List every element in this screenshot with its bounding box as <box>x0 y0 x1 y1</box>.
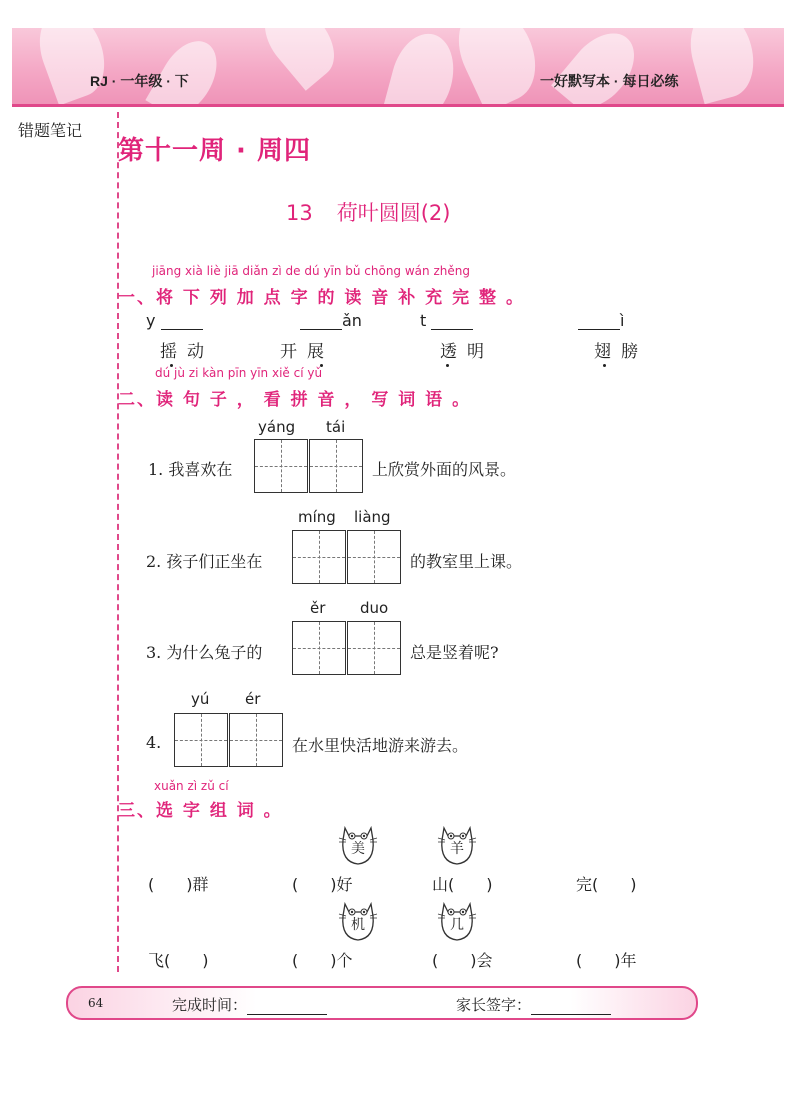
q1-item-4-word: 翅膀 <box>594 342 648 362</box>
s4-pinyin-1: yú <box>191 690 210 708</box>
q1-item-3-blank: t <box>420 311 473 330</box>
writing-grid[interactable] <box>347 530 401 584</box>
completion-time-label: 完成时间： <box>172 996 248 1014</box>
answer-blank[interactable] <box>431 313 473 330</box>
answer-blank[interactable] <box>300 313 342 330</box>
cat-character-icon <box>436 822 478 866</box>
section1-pinyin: jiāng xià liè jiā diǎn zì de dú yīn bǔ chōng wán zhěng <box>152 264 470 278</box>
writing-grid[interactable] <box>347 621 401 675</box>
fill-item[interactable]: ( )个 <box>292 951 353 970</box>
header-grade-label: RJ · 一年级 · 下 <box>90 73 189 89</box>
header-banner <box>12 28 784 104</box>
s3-suffix: 总是竖着呢? <box>410 643 499 662</box>
writing-grid[interactable] <box>292 621 346 675</box>
cat-char-mei: 美 <box>351 841 365 857</box>
emphasis-dot <box>603 364 606 367</box>
section2-title: 二、读 句 子 ， 看 拼 音 ， 写 词 语 。 <box>118 390 472 410</box>
answer-blank[interactable] <box>578 313 620 330</box>
answer-blank[interactable] <box>161 313 203 330</box>
q1-item-2-blank: ǎn <box>300 311 362 330</box>
fill-item[interactable]: ( )群 <box>148 875 209 894</box>
q1-item-2-word: 开展 <box>280 342 334 362</box>
header-divider <box>12 104 784 107</box>
s3-pinyin-1: ěr <box>310 599 326 617</box>
lesson-name: 荷叶圆圆(2) <box>336 201 451 225</box>
lesson-title <box>286 197 450 227</box>
s2-suffix: 的教室里上课。 <box>410 552 523 571</box>
writing-grid[interactable] <box>292 530 346 584</box>
section3-pinyin: xuǎn zì zǔ cí <box>154 779 229 793</box>
parent-signature-field[interactable] <box>456 994 611 1015</box>
cat-char-ji-few: 几 <box>450 917 464 933</box>
completion-time-field[interactable] <box>172 994 327 1015</box>
s1-pinyin-2: tái <box>326 418 346 436</box>
q1-item-1-blank: y <box>146 311 203 330</box>
fill-item[interactable]: 完( ) <box>576 875 637 894</box>
s4-suffix: 在水里快活地游来游去。 <box>292 736 469 755</box>
s3-prefix: 3. 为什么兔子的 <box>146 643 263 662</box>
section3-title: 三、选 字 组 词 。 <box>118 801 283 821</box>
lesson-number: 13 <box>286 201 313 225</box>
week-title: 第十一周 · 周四 <box>118 136 311 166</box>
cat-character-icon <box>337 822 379 866</box>
q1-item-4-blank: ì <box>578 311 624 330</box>
header-book-label: 一好默写本 · 每日必练 <box>540 73 679 89</box>
writing-grid[interactable] <box>309 439 363 493</box>
emphasis-dot <box>446 364 449 367</box>
mistake-notes-label: 错题笔记 <box>18 121 83 140</box>
s2-pinyin-1: míng <box>298 508 336 526</box>
s1-prefix: 1. 我喜欢在 <box>148 460 233 479</box>
parent-signature-label: 家长签字： <box>456 996 532 1014</box>
s2-prefix: 2. 孩子们正坐在 <box>146 552 263 571</box>
s1-pinyin-1: yáng <box>258 418 296 436</box>
cat-char-yang: 羊 <box>450 841 464 857</box>
s3-pinyin-2: duo <box>360 599 389 617</box>
cat-char-ji-machine: 机 <box>351 917 365 933</box>
margin-dashed-line <box>117 112 119 972</box>
s4-pinyin-2: ér <box>245 690 261 708</box>
fill-item[interactable]: ( )年 <box>576 951 637 970</box>
q1-item-3-word: 透明 <box>440 342 494 362</box>
q1-item-1-word: 摇动 <box>160 342 214 362</box>
page-number: 64 <box>88 996 104 1010</box>
writing-grid[interactable] <box>254 439 308 493</box>
cat-character-icon <box>337 898 379 942</box>
s2-pinyin-2: liàng <box>354 508 391 526</box>
writing-grid[interactable] <box>229 713 283 767</box>
writing-grid[interactable] <box>174 713 228 767</box>
fill-item[interactable]: 山( ) <box>432 875 493 894</box>
fill-item[interactable]: ( )好 <box>292 875 353 894</box>
section1-title: 一、将 下 列 加 点 字 的 读 音 补 充 完 整 。 <box>118 288 525 308</box>
fill-item[interactable]: 飞( ) <box>148 951 209 970</box>
fill-item[interactable]: ( )会 <box>432 951 493 970</box>
s4-prefix: 4. <box>146 733 162 752</box>
s1-suffix: 上欣赏外面的风景。 <box>372 460 517 479</box>
section2-pinyin: dú jù zi kàn pīn yīn xiě cí yǔ <box>155 366 323 380</box>
cat-character-icon <box>436 898 478 942</box>
